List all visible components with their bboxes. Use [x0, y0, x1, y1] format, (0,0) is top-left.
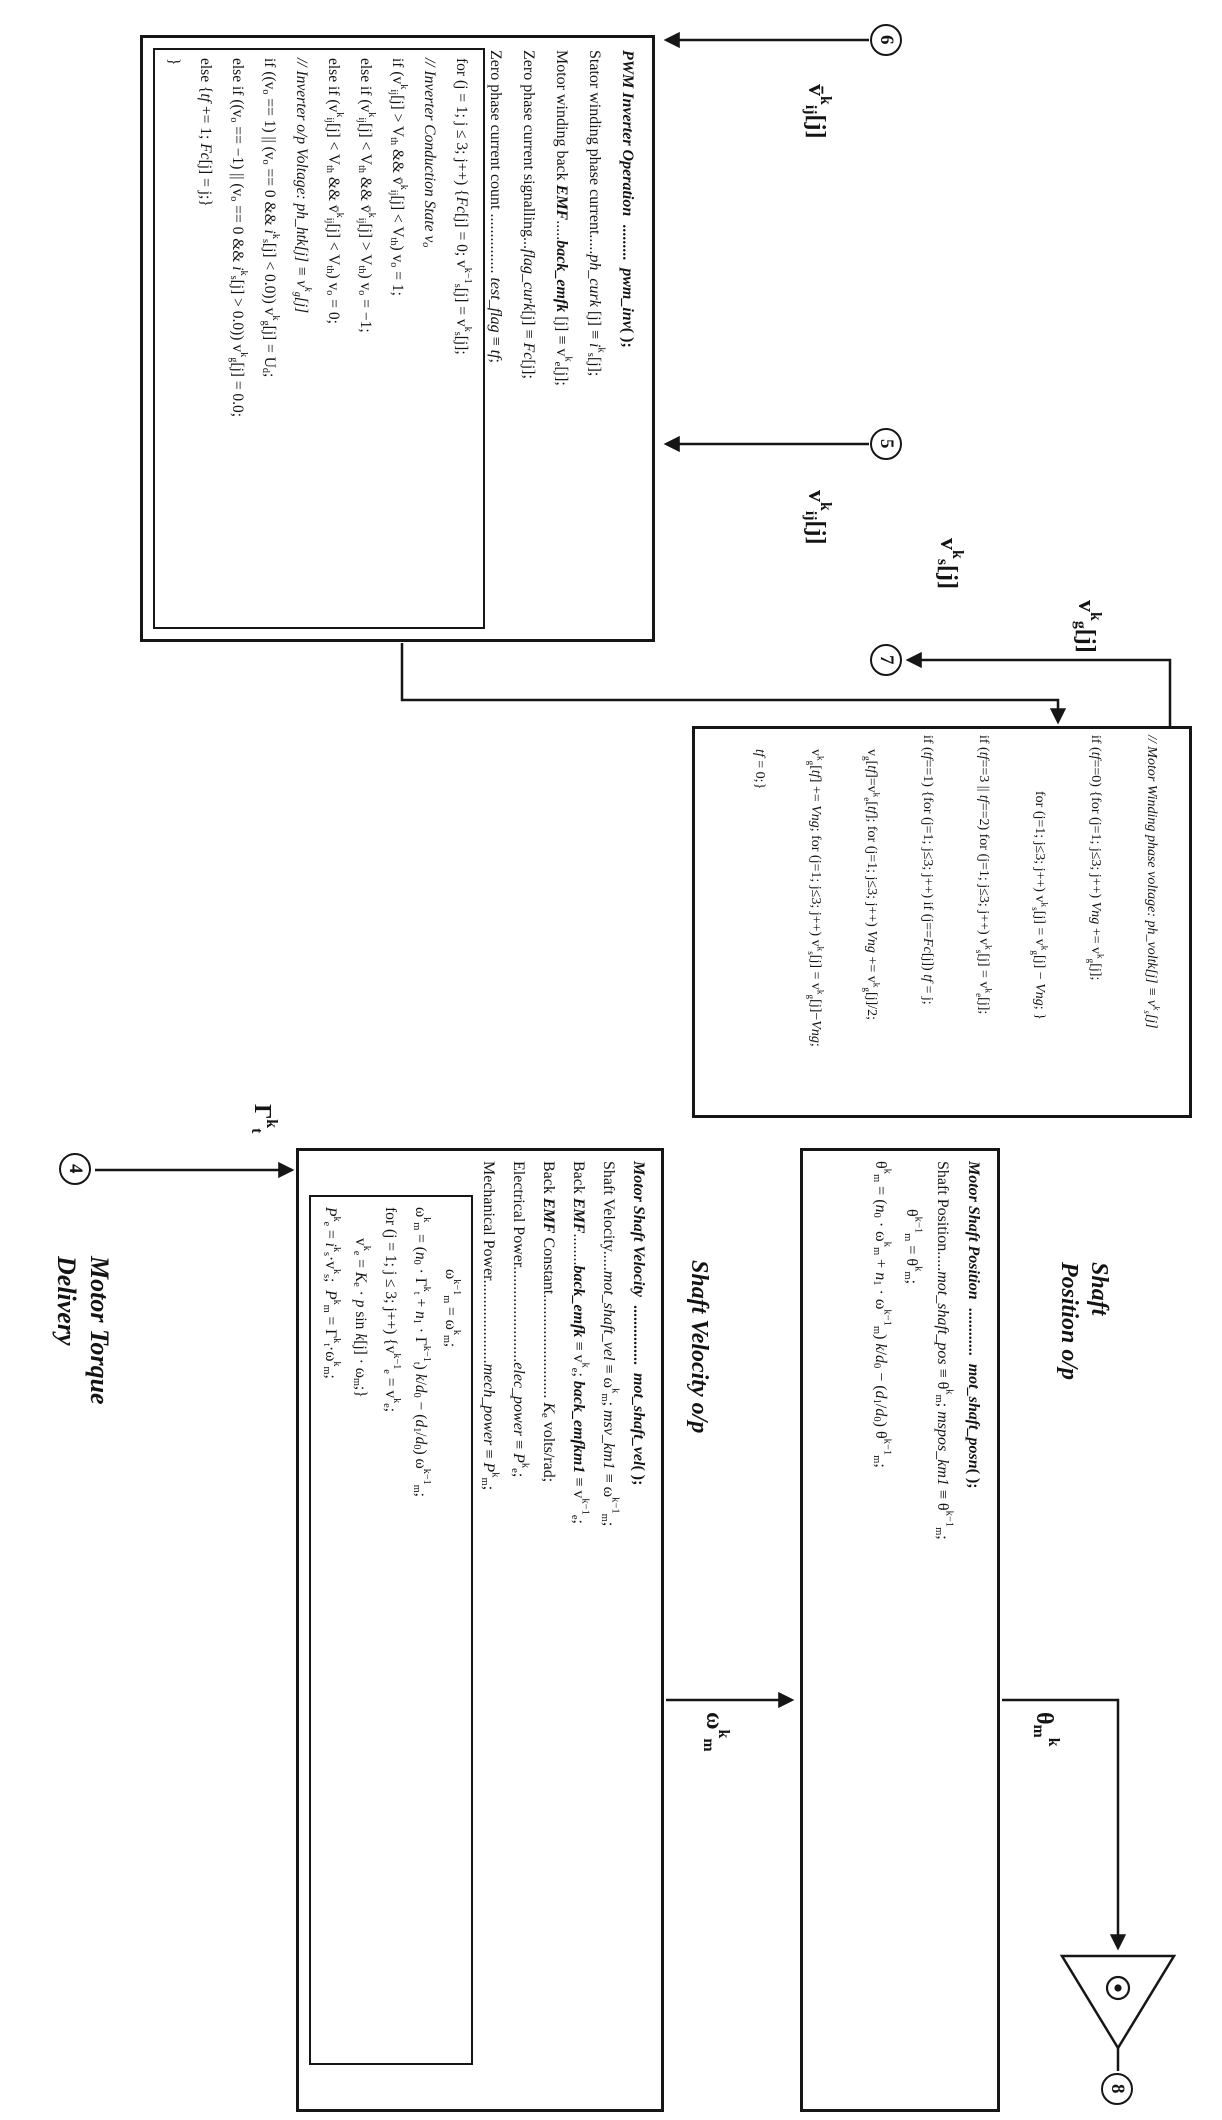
msv-header-lines: Motor Shaft Velocity ............... mot_shaft_vel( ); Shaft Velocity.....mot_shaft_vel ≡ $\omega^k_m$; msv_km1 ≡ $\omega^{k-1}_m$; Back EMF........back_emfk ≡ $v^k_e$; back_emfkm1 ≡ $v^{k-1}_e$; Back EMF Constant.......................... $K_e$ volts/rad; Electrical Power........................elec_power ≡ $P^k_e$; Mechanical Power.....................mech_power ≡ $P^k_m$; [478, 1161, 647, 1527]
signal-label-omega: $\omega^k_m$ [700, 1712, 732, 1752]
signal-label-vs: $v^k_s[j]$ [934, 538, 966, 589]
shaft-output-triangle-symbol [1062, 1956, 1174, 2048]
shaft-output-dot [1114, 1984, 1121, 1991]
terminal-7 [870, 644, 902, 676]
signal-label-gamma: $\Gamma^k_t$ [248, 1104, 280, 1134]
terminal-7-number: 7 [876, 655, 897, 665]
signal-label-vg: $v^k_g[j]$ [1072, 600, 1104, 653]
terminal-8 [1101, 2073, 1133, 2105]
terminal-5-number: 5 [876, 439, 897, 449]
signal-label-theta: $\theta_m^k$ [1030, 1712, 1062, 1747]
pwm-code-lines: for (j = 1; j ≤ 3; j++) {Fc[j] = 0; $v^{k-1}_s[j] = v^k_s[j]$; // Inverter Conduction State $v_o$ if ($v^k_{ij}[j] > V_{th}$ && v̄$^k_{ij}$[j] < $V_{th}$) $v_o = 1$; else if ($v^k_{ij}[j] < V_{th}$ && v̄$^k_{ij}$[j] > $V_{th}$) $v_o = -1$; else if ($v^k_{ij}[j] < V_{th}$ && v̄$^k_{ij}$[j] < $V_{th}$) $v_o = 0$; // Inverter o/p Voltage: ph_htk[j] ≡ $v^k_g[j]$ if ($(v_o == 1)$ || ($v_o == 0$ && $i^k_s[j] < 0.0$)) $v^k_g[j] = U_d$; else if ($(v_o == -1)$ || ($v_o == 0$ && $i^k_s[j] > 0.0$)) $v^k_g[j] = 0.0$; else {tf += 1; Fc[j] = j;} } [165, 58, 474, 418]
shaft-velocity-output-label: Shaft Velocity o/p [686, 1260, 712, 1434]
shaft-position-output-label: Shaft Position o/p [1056, 1262, 1112, 1381]
signal-label-vij-bar: v̄$^k_{ij}$[j] [802, 84, 834, 139]
terminal-6 [870, 24, 902, 56]
terminal-8-number: 8 [1107, 2084, 1128, 2094]
msv-code-lines: $\omega^{k-1}_m = \omega^k_m$; $\omega^k_m = (n_0 \cdot \Gamma^k_t + n_1 \cdot \Gamma^{k-1}_t) k/d_0 - (d_1/d_0)$ $\omega^{k-1}_m$; for (j = 1; j ≤ 3; j++) {$v^{k-1}_e = v^k_e$; $v^k_e = K_e \cdot p$ $\sin k[j] \cdot \omega_m$;} $P^k_e = i^k_s\cdot v^k_s$; $P^k_m = \Gamma^k_t\cdot\omega^k_m$; [320, 1207, 463, 1497]
signal-label-vij: $v^k_{ij}[j]$ [802, 490, 834, 545]
terminal-4 [59, 1153, 91, 1185]
arrow-vs-output-to-7 [908, 660, 1170, 726]
terminal-5 [870, 428, 902, 460]
motor-torque-delivery-title: Motor Torque Delivery [52, 1256, 114, 1405]
msp-code-lines: Motor Shaft Position ............ mot_shaft_posn( ); Shaft Position.....mot_shaft_pos ≡ $\theta^k_m$; mspos_km1 ≡ $\theta^{k-1}_m$; $\theta^{k-1}_m = \theta^k_m$; $\theta^k_m = (n_0 \cdot \omega^k_m + n_1 \cdot \omega^{k-1}_m) k/d_0 - (d_1/d_0)$ $\theta^{k-1}_m$; [870, 1161, 982, 1540]
pwm-header-lines: PWM Inverter Operation ......... pwm_inv( ); Stator winding phase current.....ph_curk $[j] \equiv i^k_s[j]$; Motor winding back EMF.....back_emfk $[j] \equiv v^k_e[j]$; Zero phase current signalling...flag_curk[j] ≡ Fc[j]; Zero phase current count ............... test_flag ≡ tf; [487, 50, 636, 386]
arrow-vg-to-winding-box [402, 643, 1058, 722]
terminal-6-number: 6 [876, 35, 897, 45]
winding-code-lines: // Motor Winding phase voltage: ph_voltk[j] ≡ $v^k_s[j]$ if (tf==0) {for (j=1; j≤3; j++) Vng += $v^k_g[j]$; for (j=1; j≤3; j++) $v^k_s[j] = v^k_g[j]$ − Vng; } if (tf==3 || tf==2) for (j=1; j≤3; j++) $v^k_s[j] = v^k_e[j]$; if (tf==1) {for (j=1; j≤3; j++) if (j==Fc[j]) tf = j; $v_g[tf]=v^k_e[tf]$; for (j=1; j≤3; j++) Vng += $v^k_g[j]/2$; $v^k_g[tf]$ += Vng; for (j=1; j≤3; j++) $v^k_s[j] = v^k_g[j]-Vng$; tf = 0;} [752, 735, 1162, 1047]
terminal-4-number: 4 [65, 1164, 86, 1174]
